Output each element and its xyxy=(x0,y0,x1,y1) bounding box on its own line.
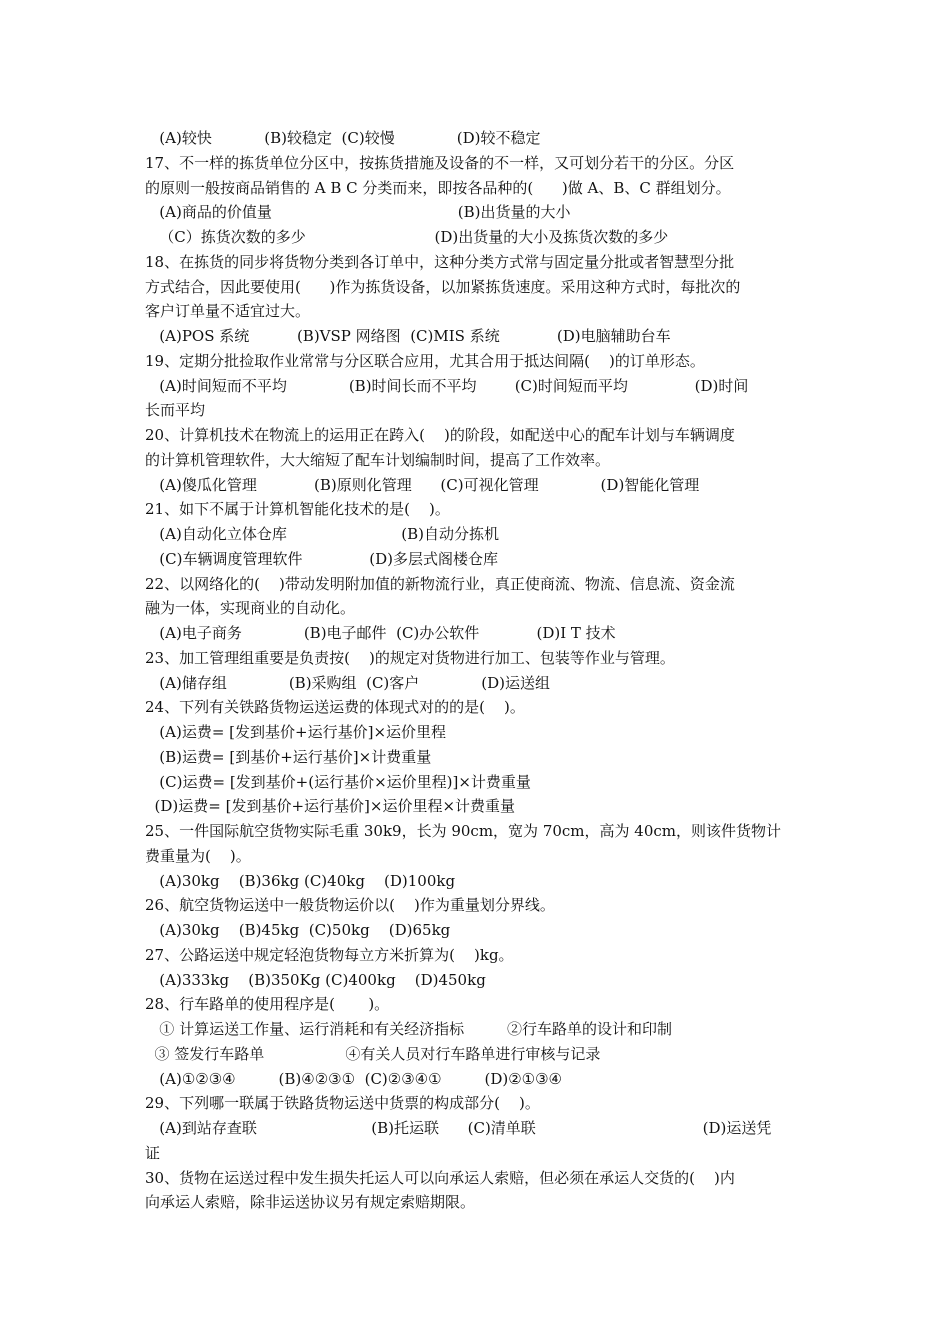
text-line: （C）拣货次数的多少 (D)出货量的大小及拣货次数的多少 xyxy=(145,228,669,246)
text-line: (C)运费= [发到基价+(运行基价×运价里程)]×计费重量 xyxy=(145,772,531,791)
text-line: (A)30kg (B)36kg (C)40kg (D)100kg xyxy=(145,871,456,890)
text-line: (A)傻瓜化管理 (B)原则化管理 (C)可视化管理 (D)智能化管理 xyxy=(145,475,700,494)
text-line: (C)车辆调度管理软件 (D)多层式阁楼仓库 xyxy=(145,549,498,568)
text-line: 24、下列有关铁路货物运送运费的体现式对的的是( )。 xyxy=(145,698,525,717)
text-line: 18、在拣货的同步将货物分类到各订单中，这种分类方式常与固定量分批或者智慧型分批 xyxy=(145,252,735,271)
text-line: 长而平均 xyxy=(145,401,206,420)
text-line: (A)储存组 (B)采购组 (C)客户 (D)运送组 xyxy=(145,673,550,692)
text-line: 费重量为( )。 xyxy=(145,846,251,865)
text-line: 22、以网络化的( )带动发明附加值的新物流行业，真正使商流、物流、信息流、资金流 xyxy=(145,574,735,593)
question-text-block xyxy=(145,126,810,1215)
text-line: 20、计算机技术在物流上的运用正在跨入( )的阶段，如配送中心的配车计划与车辆调度 xyxy=(145,426,735,444)
text-line: (A)时间短而不平均 (B)时间长而不平均 (C)时间短而平均 (D)时间 xyxy=(145,376,749,395)
text-line: 的原则一般按商品销售的 A B C 分类而来，即按各品种的( )做 A、B、C 群组划分。 xyxy=(145,178,731,197)
text-line: (A)运费= [发到基价+运行基价]×运价里程 xyxy=(145,723,447,741)
text-line: (A)商品的价值量 (B)出货量的大小 xyxy=(145,203,571,222)
text-line: 21、如下不属于计算机智能化技术的是( )。 xyxy=(145,500,450,519)
text-line: 26、航空货物运送中一般货物运价以( )作为重量划分界线。 xyxy=(145,896,555,915)
text-line: (B)运费= [到基价+运行基价]×计费重量 xyxy=(145,747,432,766)
text-line: 17、不一样的拣货单位分区中，按拣货措施及设备的不一样，又可划分若干的分区。分区 xyxy=(145,153,735,172)
text-line: 19、定期分批捡取作业常常与分区联合应用，尤其合用于抵达间隔( )的订单形态。 xyxy=(145,351,705,370)
text-line: (A)333kg (B)350Kg (C)400kg (D)450kg xyxy=(145,970,486,989)
text-line: 融为一体，实现商业的自动化。 xyxy=(145,599,356,618)
text-line: 向承运人索赔，除非运送协议另有规定索赔期限。 xyxy=(145,1193,476,1212)
text-line: 的计算机管理软件，大大缩短了配车计划编制时间，提高了工作效率。 xyxy=(145,450,611,469)
text-line: 29、下列哪一联属于铁路货物运送中货票的构成部分( )。 xyxy=(145,1094,540,1113)
text-line: (A)到站存查联 (B)托运联 (C)清单联 (D)运送凭 xyxy=(145,1119,772,1137)
text-line: (A)自动化立体仓库 (B)自动分拣机 xyxy=(145,525,500,543)
text-line: 证 xyxy=(145,1143,161,1162)
text-line: (A)①②③④ (B)④②③① (C)②③④① (D)②①③④ xyxy=(145,1069,562,1088)
text-line: 23、加工管理组重要是负责按( )的规定对货物进行加工、包装等作业与管理。 xyxy=(145,648,675,667)
text-line: 方式结合，因此要使用( )作为拣货设备，以加紧拣货速度。采用这种方式时，每批次的 xyxy=(145,277,741,296)
text-line: (A)POS 系统 (B)VSP 网络图 (C)MIS 系统 (D)电脑辅助台车 xyxy=(145,327,671,345)
text-line: 客户订单量不适宜过大。 xyxy=(145,302,311,321)
text-line: (A)30kg (B)45kg (C)50kg (D)65kg xyxy=(145,921,451,939)
text-line: (A)较快 (B)较稳定 (C)较慢 (D)较不稳定 xyxy=(145,129,541,147)
text-line: 30、货物在运送过程中发生损失托运人可以向承运人索赔，但必须在承运人交货的( )内 xyxy=(145,1168,735,1187)
text-line: 27、公路运送中规定轻泡货物每立方米折算为( )kg。 xyxy=(145,945,514,964)
text-line: 25、一件国际航空货物实际毛重 30k9，长为 90cm，宽为 70cm，高为 40cm，则该件货物计 xyxy=(145,822,782,840)
text-line: ① 计算运送工作量、运行消耗和有关经济指标 ②行车路单的设计和印制 xyxy=(145,1020,672,1038)
text-line: (A)电子商务 (B)电子邮件 (C)办公软件 (D)I T 技术 xyxy=(145,624,616,642)
text-line: ③ 签发行车路单 ④有关人员对行车路单进行审核与记录 xyxy=(145,1044,601,1063)
text-line: 28、行车路单的使用程序是( )。 xyxy=(145,995,390,1014)
text-line: (D)运费= [发到基价+运行基价]×运价里程×计费重量 xyxy=(145,797,516,816)
